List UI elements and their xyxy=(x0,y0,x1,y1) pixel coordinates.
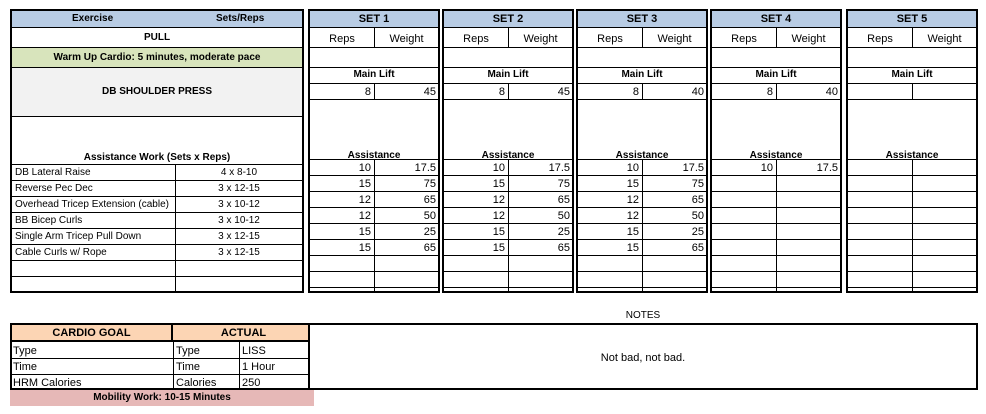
weight-label: Weight xyxy=(389,33,424,45)
main-lift-weight: 45 xyxy=(557,86,570,98)
sets-reps-header-label: Sets/Reps xyxy=(216,13,265,24)
assistance-reps-cell[interactable]: 15 xyxy=(626,242,639,254)
assistance-reps-cell[interactable]: 15 xyxy=(358,178,371,190)
actual-label: ACTUAL xyxy=(220,327,267,339)
assistance-weight-cell[interactable]: 75 xyxy=(423,178,436,190)
assistance-reps-cell[interactable]: 12 xyxy=(358,194,371,206)
cardio-actual-row-label: Type xyxy=(176,345,200,357)
assistance-reps-cell[interactable]: 15 xyxy=(358,226,371,238)
weight-label: Weight xyxy=(523,33,558,45)
notes-text: Not bad, not bad. xyxy=(600,352,686,364)
main-lift-reps: 8 xyxy=(632,86,639,98)
exercise-name: DB Lateral Raise xyxy=(15,167,91,178)
assistance-weight-cell[interactable]: 65 xyxy=(557,194,570,206)
set-column-1 xyxy=(308,9,440,293)
set-column-3 xyxy=(576,9,708,293)
cardio-actual-value: 250 xyxy=(242,377,261,389)
notes-box xyxy=(308,323,978,390)
exercise-sets: 4 x 8-10 xyxy=(220,167,258,178)
weight-label: Weight xyxy=(657,33,692,45)
main-lift-label: Main Lift xyxy=(755,69,797,80)
exercise-name: Reverse Pec Dec xyxy=(15,183,93,194)
assistance-reps-cell[interactable]: 12 xyxy=(492,210,505,222)
assistance-weight-cell[interactable]: 25 xyxy=(557,226,570,238)
notes-label: NOTES xyxy=(625,310,661,321)
assistance-reps-cell[interactable]: 12 xyxy=(492,194,505,206)
main-lift-weight: 45 xyxy=(423,86,436,98)
exercise-name: Cable Curls w/ Rope xyxy=(15,247,107,258)
cardio-goal-label: CARDIO GOAL xyxy=(52,327,131,339)
assistance-weight-cell[interactable]: 65 xyxy=(691,242,704,254)
exercise-name: BB Bicep Curls xyxy=(15,215,83,226)
weight-label: Weight xyxy=(791,33,826,45)
assistance-reps-cell[interactable]: 12 xyxy=(358,210,371,222)
main-lift-label: Main Lift xyxy=(891,69,933,80)
warmup-text: Warm Up Cardio: 5 minutes, moderate pace xyxy=(53,52,261,63)
cardio-actual-value: 1 Hour xyxy=(242,361,276,373)
set-column-4 xyxy=(710,9,842,293)
set-title: SET 3 xyxy=(626,13,658,25)
assistance-weight-cell[interactable]: 75 xyxy=(557,178,570,190)
set-column-5 xyxy=(846,9,978,293)
exercise-sets: 3 x 10-12 xyxy=(218,199,260,210)
assistance-weight-cell[interactable]: 65 xyxy=(423,194,436,206)
assistance-reps-cell[interactable]: 12 xyxy=(626,194,639,206)
weight-label: Weight xyxy=(927,33,962,45)
cardio-panel xyxy=(10,323,304,406)
assistance-reps-cell[interactable]: 15 xyxy=(358,242,371,254)
assistance-reps-cell[interactable]: 15 xyxy=(626,226,639,238)
set-title: SET 5 xyxy=(896,13,928,25)
assistance-reps-cell[interactable]: 15 xyxy=(492,226,505,238)
main-lift-label: Main Lift xyxy=(353,69,395,80)
exercise-sets: 3 x 12-15 xyxy=(218,183,260,194)
assistance-label: Assistance xyxy=(885,150,939,161)
exercise-name: Single Arm Tricep Pull Down xyxy=(15,231,142,242)
assistance-weight-cell[interactable]: 17.5 xyxy=(548,162,570,174)
assistance-weight-cell[interactable]: 65 xyxy=(557,242,570,254)
assistance-weight-cell[interactable]: 65 xyxy=(423,242,436,254)
exercise-sets: 3 x 12-15 xyxy=(218,247,260,258)
main-lift-reps: 8 xyxy=(498,86,505,98)
assistance-reps-cell[interactable]: 12 xyxy=(626,210,639,222)
main-lift-reps: 8 xyxy=(766,86,773,98)
cardio-goal-row-label: Type xyxy=(13,345,37,357)
assistance-label: Assistance xyxy=(749,150,803,161)
assistance-reps-cell[interactable]: 15 xyxy=(492,178,505,190)
set-title: SET 2 xyxy=(492,13,524,25)
assistance-reps-cell[interactable]: 10 xyxy=(358,162,371,174)
exercise-name: Overhead Tricep Extension (cable) xyxy=(15,199,169,210)
assistance-weight-cell[interactable]: 50 xyxy=(691,210,704,222)
reps-label: Reps xyxy=(329,33,355,45)
cardio-actual-value: LISS xyxy=(242,345,266,357)
set-title: SET 4 xyxy=(760,13,792,25)
assistance-weight-cell[interactable]: 50 xyxy=(423,210,436,222)
cardio-actual-row-label: Calories xyxy=(176,377,217,389)
exercise-sets: 3 x 12-15 xyxy=(218,231,260,242)
assistance-weight-cell[interactable]: 50 xyxy=(557,210,570,222)
assistance-reps-cell[interactable]: 15 xyxy=(626,178,639,190)
exercise-sets: 3 x 10-12 xyxy=(218,215,260,226)
assistance-label: Assistance xyxy=(481,150,535,161)
set-title: SET 1 xyxy=(358,13,390,25)
mobility-text: Mobility Work: 10-15 Minutes xyxy=(93,392,231,403)
assistance-label: Assistance xyxy=(615,150,669,161)
cardio-goal-row-label: Time xyxy=(13,361,38,373)
assistance-weight-cell[interactable]: 17.5 xyxy=(682,162,704,174)
assistance-weight-cell[interactable]: 25 xyxy=(423,226,436,238)
reps-label: Reps xyxy=(463,33,489,45)
assistance-weight-cell[interactable]: 17.5 xyxy=(414,162,436,174)
main-lift-name: DB SHOULDER PRESS xyxy=(101,86,212,97)
assistance-reps-cell[interactable]: 10 xyxy=(492,162,505,174)
reps-label: Reps xyxy=(731,33,757,45)
main-lift-weight: 40 xyxy=(825,86,838,98)
main-lift-label: Main Lift xyxy=(487,69,529,80)
main-lift-label: Main Lift xyxy=(621,69,663,80)
assistance-weight-cell[interactable]: 75 xyxy=(691,178,704,190)
exercise-header-label: Exercise xyxy=(72,13,114,24)
reps-label: Reps xyxy=(597,33,623,45)
set-column-2 xyxy=(442,9,574,293)
assistance-reps-cell[interactable]: 10 xyxy=(626,162,639,174)
assistance-weight-cell[interactable]: 17.5 xyxy=(816,162,838,174)
assistance-reps-cell[interactable]: 15 xyxy=(492,242,505,254)
main-lift-weight: 40 xyxy=(691,86,704,98)
assistance-work-title: Assistance Work (Sets x Reps) xyxy=(83,152,231,163)
assistance-reps-cell[interactable]: 10 xyxy=(760,162,773,174)
reps-label: Reps xyxy=(867,33,893,45)
assistance-weight-cell[interactable]: 65 xyxy=(691,194,704,206)
assistance-weight-cell[interactable]: 25 xyxy=(691,226,704,238)
exercise-panel xyxy=(10,9,304,293)
day-type-label: PULL xyxy=(143,32,171,43)
assistance-label: Assistance xyxy=(347,150,401,161)
main-lift-reps: 8 xyxy=(364,86,371,98)
cardio-actual-row-label: Time xyxy=(176,361,201,373)
cardio-goal-row-label: HRM Calories xyxy=(13,377,82,389)
